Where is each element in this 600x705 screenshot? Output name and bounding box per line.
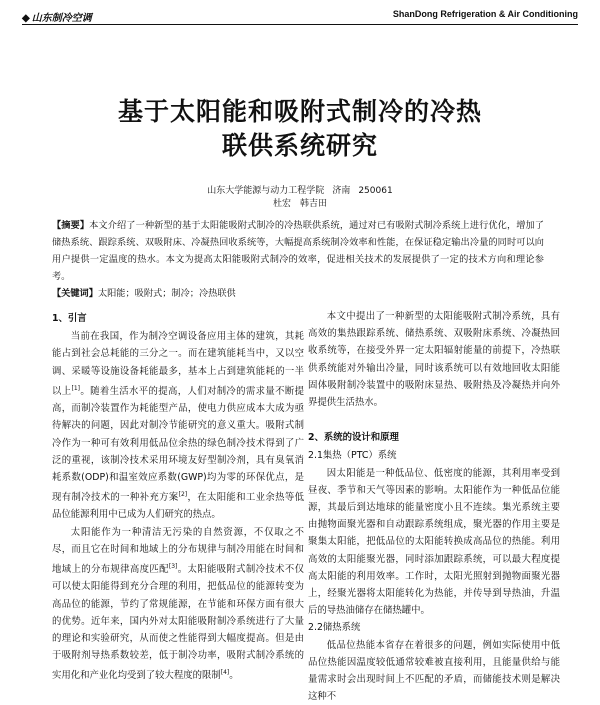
subsection-heading-storage: 2.2储热系统 [308,622,361,634]
abstract-label: 【摘要】 [52,220,90,231]
keywords [52,285,544,302]
abstract [52,217,544,302]
subsection-heading-ptc: 2.1集热（PTC）系统 [308,450,397,462]
section-heading-intro: 1、引言 [52,313,87,324]
keywords-label: 【关键词】 [52,288,98,299]
authors: 杜宏 韩吉田 [272,199,327,209]
postcode: 250061 [358,186,393,196]
city: 济南 [332,186,351,196]
citation: [4] [220,669,230,677]
citation: [2] [178,491,188,499]
journal-name-cn: ◆ 山东制冷空调 [22,13,92,24]
abstract-text: 本文介绍了一种新型的基于太阳能吸附式制冷的冷热联供系统，通过对已有吸附式制冷系统上进行优化，增加了储热系统、跟踪系统、双吸附床、冷凝热回收系统等，大幅提高系统制冷效率和性能，在保证稳定输出冷量的同时可以向用户提供一定温度的热水。本文为提高太阳能吸附式制冷的效率，促进相关技术的发展提供了一定的技术方向和理论参考。 [52,220,544,282]
diamond-icon: ◆ [22,13,30,24]
left-column [52,308,304,685]
paragraph: 低品位热能本省存在着很多的问题，例如实际使用中低品位热能因温度较低通常较难被直接利用，且能量供给与能量需求时会出现时间上不匹配的矛盾，而储能技术则是解决这种不 [308,639,560,703]
right-column [308,308,560,705]
paragraph: 因太阳能是一种低品位、低密度的能源，其利用率受到昼夜、季节和天气等因素的影响。太阳能作为一种低品位能源，其最后到达地球的能量密度小且不连续。集光系统主要由抛物面聚光器和自动跟踪系统组成，聚光器的作用主要是聚集太阳能，把低品位的太阳能转换成高品位的热能。利用高效的太阳能聚光器，同时添加跟踪系统，可以最大程度提高太阳能的利用效率。工作时，太阳光照射到抛物面聚光器上，经聚光器将太阳能转化为热能，并传导到导热油，升温后的导热油储存在储热罐中。 [308,467,560,617]
paper-title-line1: 基于太阳能和吸附式制冷的冷热 [117,97,482,126]
running-header [22,8,578,25]
paragraph: 当前在我国，作为制冷空调设备应用主体的建筑，其耗能占到社会总耗能的三分之一。而在建筑能耗当中，又以空调、采暖等设施设备耗能最多，基本上占到建筑能耗的一半以上[1]。随着生活水平的提高，人们对制冷的需求量不断提高，而制冷装置作为耗能型产品，使电力供应成本大成为亟待解决的问题，因此对制冷节能研究的意义重大。吸附式制冷作为一种可有效利用低品位余热的绿色制冷技术得到了广泛的重视，该制冷技术采用环境友好型制冷剂，具有臭氧消耗系数(ODP)和温室效应系数(GWP)均为零的环保优点，是现有制冷技术的一种补充方案[2]，在太阳能和工业余热等低品位能源利用中已成为人们研究的热点。 [52,331,304,521]
paragraph: 本文中提出了一种新型的太阳能吸附式制冷系统，具有高效的集热跟踪系统、储热系统、双吸附床系统、冷凝热回收系统等，在接受外界一定太阳辐射能量的前提下，冷热联供系统能对外输出冷量，同时该系统可以有效地回收太阳能固体吸附制冷装置中的吸附床显热、吸附热及冷凝热并向外界提供生活热水。 [308,311,560,409]
citation: [3] [168,563,178,571]
citation: [1] [71,384,80,392]
paragraph: 太阳能作为一种清洁无污染的自然资源，不仅取之不尽，而且它在时间和地域上的分布规律与制冷用能在时间和地域上的分布规律高度匹配[3]。太阳能吸附式制冷技术不仅可以使太阳能得到充分合理的利用，把低品位的能源转变为高品位的能源，节约了常规能源，在节能和环保方面有很大的优势。近年来，国内外对太阳能吸附制冷系统进行了大量的理论和实验研究，从而使之性能得到大幅度提高。但是由于吸附剂导热系数较差，低于制冷功率，吸附式制冷系统的实用化和产业化均受到了较大程度的限制[4]。 [52,526,304,682]
paper-title-line2: 联供系统研究 [221,131,378,160]
section-heading-design: 2、系统的设计和原理 [308,432,399,444]
institution: 山东大学能源与动力工程学院 [207,186,325,196]
keywords-text: 太阳能；吸附式；制冷；冷热联供 [97,288,236,299]
journal-name-en: ShanDong Refrigeration & Air Conditioning [392,9,578,19]
affiliation [0,183,600,196]
abstract-body [52,217,544,285]
